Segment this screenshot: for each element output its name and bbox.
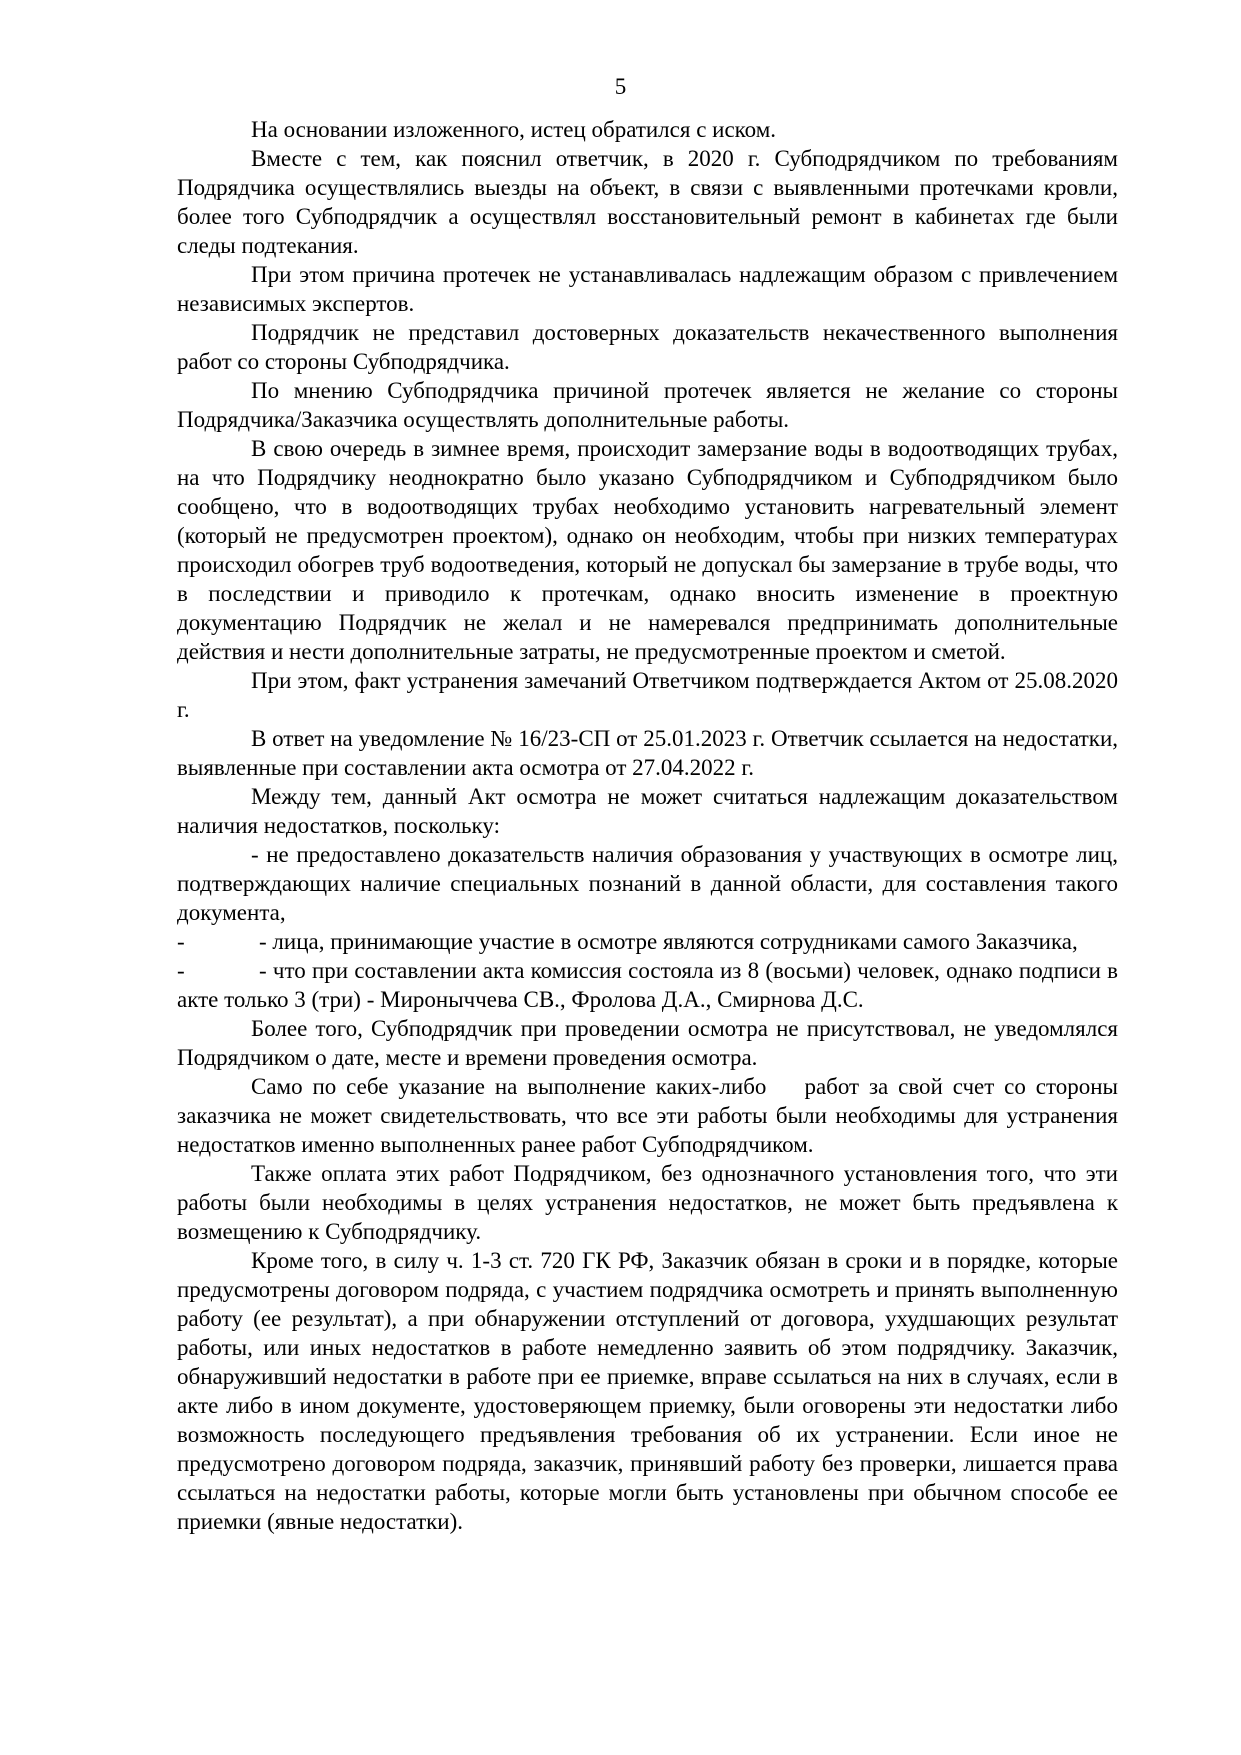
paragraph-civil-code-article-720: Кроме того, в силу ч. 1-3 ст. 720 ГК РФ, Заказчик обязан в сроки и в порядке, которые предусмотрены договором подряда, с участием подрядчика осмотреть и принять выполненную работу (ее результат), а при обнаружении отступлений от договора, ухудшающих результат работы, или иных недостатков в работе немедленно заявить об этом подрядчику. Заказчик, обнаруживший недостатки в работе при ее приемке, вправе ссылаться на них в случаях, если в акте либо в ином документе, удостоверяющем приемку, были оговорены эти недостатки либо возможность последующего предъявления требования об их устранении. Если иное не предусмотрено договором подряда, заказчик, принявший работу без проверки, лишается права ссылаться на недостатки работы, которые могли быть установлены при обычном способе ее приемки (явные недостатки). [177, 1248, 1118, 1534]
list-dash: - [177, 929, 185, 954]
paragraph-payment-not-reimbursable: Также оплата этих работ Подрядчиком, без однозначного установления того, что эти работы были необходимы в целях устранения недостатков, не может быть предъявлена к возмещению к Субподрядчику. [177, 1161, 1118, 1244]
paragraph-winter-freezing: В свою очередь в зимнее время, происходит замерзание воды в водоотводящих трубах, на что Подрядчику неоднократно было указано Субподрядчиком и Субподрядчиком было сообщено, что в водоотводящих трубах необходимо установить нагревательный элемент (который не предусмотрен проектом), однако он необходим, чтобы при низких температурах происходил обогрев труб водоотведения, который не допускал бы замерзание в трубе воды, что в последствии и приводило к протечкам, однако вносить изменение в проектную документацию Подрядчик не желал и не намеревался предпринимать дополнительные действия и нести дополнительные затраты, не предусмотренные проектом и сметой. [177, 436, 1118, 664]
document-body [177, 115, 1118, 1536]
paragraph-not-present: Более того, Субподрядчик при проведении осмотра не присутствовал, не уведомлялся Подрядчиком о дате, месте и времени проведения осмотра. [177, 1016, 1118, 1070]
list-item-text: - лица, принимающие участие в осмотре являются сотрудниками самого Заказчика, [259, 929, 1078, 954]
list-item-customer-employees [177, 927, 1118, 956]
paragraph-text-part: работ за свой счет со стороны заказчика не может свидетельствовать, что все эти работы были необходимы для устранения недостатков именно выполненных ранее работ Субподрядчиком. [177, 1074, 1118, 1157]
paragraph-defendant-explanation: Вместе с тем, как пояснил ответчик, в 2020 г. Субподрядчиком по требованиям Подрядчика осуществлялись выезды на объект, в связи с выявленными протечками кровли, более того Субподрядчик а осуществлял восстановительный ремонт в кабинетах где были следы подтекания. [177, 146, 1118, 258]
list-item-commission-signatures [177, 956, 1118, 1014]
paragraph-notice-response: В ответ на уведомление № 16/23-СП от 25.01.2023 г. Ответчик ссылается на недостатки, выявленные при составлении акта осмотра от 27.04.2022 г. [177, 726, 1118, 780]
page-number: 5 [614, 74, 627, 99]
paragraph-act-confirmation: При этом, факт устранения замечаний Ответчиком подтверждается Актом от 25.08.2020 г. [177, 668, 1118, 722]
list-item-text: - что при составлении акта комиссия состояла из 8 (восьми) человек, однако подписи в акте только 3 (три) - Мироныччева СВ., Фролова Д.А., Смирнова Д.С. [177, 958, 1118, 1012]
list-dash: - [177, 958, 185, 983]
paragraph-claim-filed: На основании изложенного, истец обратился с иском. [251, 117, 777, 142]
paragraph-text-part: Само по себе указание на выполнение каких-либо [251, 1074, 767, 1099]
list-item-no-qualification: - не предоставлено доказательств наличия образования у участвующих в осмотре лиц, подтверждающих наличие специальных познаний в данной области, для составления такого документа, [177, 842, 1118, 925]
paragraph-subcontractor-opinion: По мнению Субподрядчика причиной протечек является не желание со стороны Подрядчика/Заказчика осуществлять дополнительные работы. [177, 378, 1118, 432]
paragraph-inspection-act: Между тем, данный Акт осмотра не может считаться надлежащим доказательством наличия недостатков, поскольку: [177, 784, 1118, 838]
paragraph-own-expense-works [177, 1072, 1118, 1159]
paragraph-no-evidence: Подрядчик не представил достоверных доказательств некачественного выполнения работ со стороны Субподрядчика. [177, 320, 1118, 374]
paragraph-leak-cause-not-established: При этом причина протечек не устанавливалась надлежащим образом с привлечением независимых экспертов. [177, 262, 1118, 316]
